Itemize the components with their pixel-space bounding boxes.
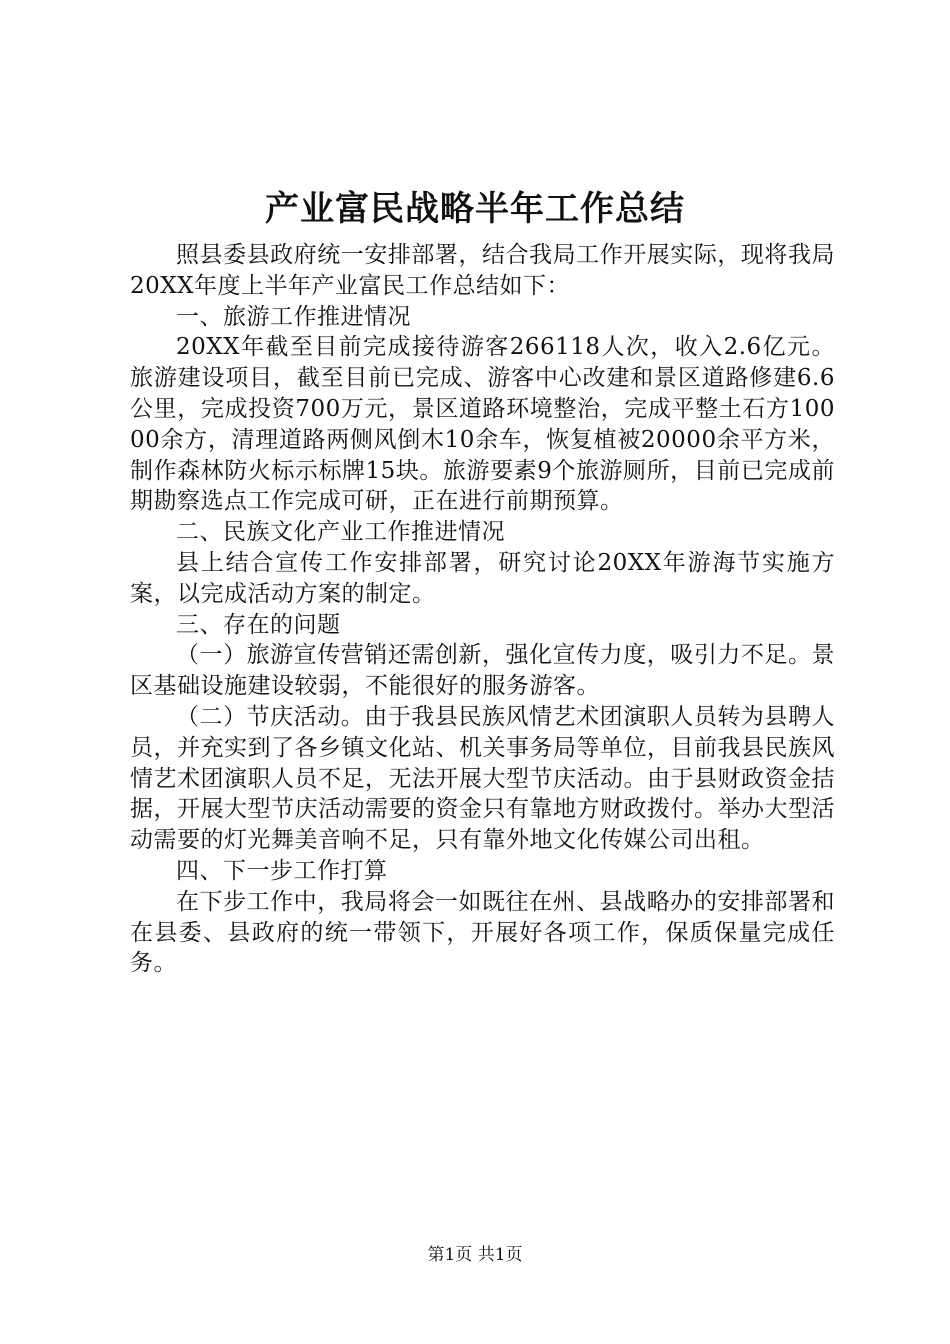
problem-paragraph-2: （二）节庆活动。由于我县民族风情艺术团演职人员转为县聘人员，并充实到了各乡镇文化站、机关事务局等单位，目前我县民族风情艺术团演职人员不足，无法开展大型节庆活动。由于县财政资金拮据，开展大型节庆活动需要的资金只有靠地方财政拨付。举办大型活动需要的灯光舞美音响不足，只有靠外地文化传媒公司出租。: [130, 703, 835, 854]
page-number-footer: 第1页 共1页: [427, 1245, 523, 1265]
section-heading-tourism: 一、旅游工作推进情况: [176, 303, 411, 330]
culture-paragraph: 县上结合宣传工作安排部署，研究讨论20XX年游海节实施方案，以完成活动方案的制定。: [130, 549, 835, 607]
section-heading-next-steps: 四、下一步工作打算: [176, 857, 388, 884]
document-body: [130, 240, 835, 979]
next-steps-paragraph: 在下步工作中，我局将会一如既往在州、县战略办的安排部署和在县委、县政府的统一带领下，开展好各项工作，保质保量完成任务。: [130, 888, 835, 977]
problem-paragraph-1: （一）旅游宣传营销还需创新，强化宣传力度，吸引力不足。景区基础设施建设较弱，不能很好的服务游客。: [130, 642, 835, 700]
tourism-paragraph: 20XX年截至目前完成接待游客266118人次，收入2.6亿元。旅游建设项目，截至目前已完成、游客中心改建和景区道路修建6.6公里，完成投资700万元，景区道路环境整治，完成平整土石方10000余方，清理道路两侧风倒木10余车，恢复植被20000余平方米，制作森林防火标示标牌15块。旅游要素9个旅游厕所，目前已完成前期勘察选点工作完成可研，正在进行前期预算。: [130, 334, 835, 515]
intro-paragraph: 照县委县政府统一安排部署，结合我局工作开展实际，现将我局20XX年度上半年产业富民工作总结如下：: [130, 242, 835, 299]
section-heading-problems: 三、存在的问题: [176, 611, 341, 638]
document-title: 产业富民战略半年工作总结: [265, 189, 685, 229]
section-heading-culture: 二、民族文化产业工作推进情况: [176, 519, 505, 546]
